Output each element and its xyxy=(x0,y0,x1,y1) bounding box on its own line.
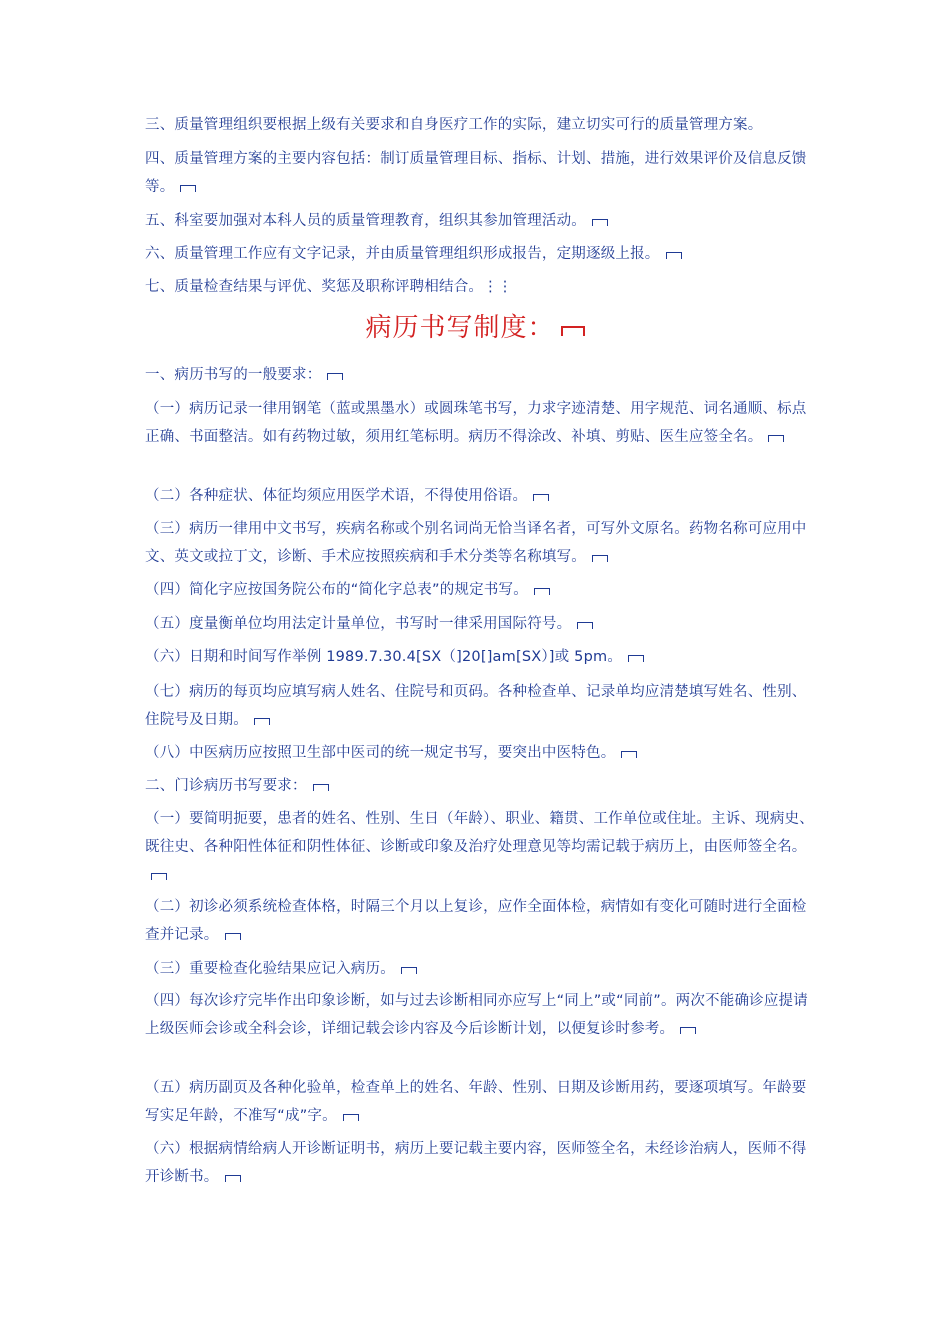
paragraph-quality-4 xyxy=(145,145,815,201)
paragraph-mark-icon xyxy=(401,967,417,974)
item-text: （三）病历一律用中文书写，疾病名称或个别名词尚无恰当译名者，可写外文原名。药物名称可应用中文、英文或拉丁文，诊断、手术应按照疾病和手术分类等名称填写。 xyxy=(145,521,807,565)
item-text: （五）度量衡单位均用法定计量单位，书写时一律采用国际符号。 xyxy=(145,616,572,632)
paragraph-mark-icon xyxy=(533,494,549,501)
paragraph-text: 五、科室要加强对本科人员的质量管理教育，组织其参加管理活动。 xyxy=(145,213,586,229)
paragraph-mark-icon xyxy=(680,1027,696,1034)
paragraph-quality-5 xyxy=(145,207,815,235)
section-one-item-8 xyxy=(145,739,815,767)
title-text: 病历书写制度： xyxy=(365,313,555,343)
item-text: （八）中医病历应按照卫生部中医司的统一规定书写，要突出中医特色。 xyxy=(145,745,616,761)
section-one-item-1 xyxy=(145,395,815,451)
paragraph-mark-icon xyxy=(628,655,644,662)
section-two-item-6 xyxy=(145,1135,815,1191)
paragraph-mark-icon xyxy=(327,373,343,380)
item-text: （一）要简明扼要，患者的姓名、性别、生日（年龄）、职业、籍贯、工作单位或住址。主诉、现病史、既往史、各种阳性体征和阴性体征、诊断或印象及治疗处理意见等均需记载于病历上，由医师签全名。 xyxy=(145,811,814,855)
item-text: （六）根据病情给病人开诊断证明书，病历上要记载主要内容，医师签全名，未经诊治病人，医师不得开诊断书。 xyxy=(145,1141,807,1185)
section-one-item-7 xyxy=(145,678,815,734)
section-one-item-3 xyxy=(145,515,815,571)
paragraph-mark-icon xyxy=(225,1175,241,1182)
item-text: （二）初诊必须系统检查体格，时隔三个月以上复诊，应作全面体检，病情如有变化可随时进行全面检查并记录。 xyxy=(145,899,807,943)
section-two-item-2 xyxy=(145,893,815,949)
paragraph-quality-3 xyxy=(145,111,815,139)
item-text: （七）病历的每页均应填写病人姓名、住院号和页码。各种检查单、记录单均应清楚填写姓名、性别、住院号及日期。 xyxy=(145,684,807,728)
section-two-item-4 xyxy=(145,987,815,1043)
paragraph-mark-icon xyxy=(254,718,270,725)
section-two-item-5 xyxy=(145,1074,815,1130)
paragraph-mark-icon xyxy=(313,784,329,791)
paragraph-mark-icon xyxy=(592,219,608,226)
paragraph-mark-icon xyxy=(592,555,608,562)
paragraph-quality-7 xyxy=(145,273,815,301)
heading-text: 二、门诊病历书写要求： xyxy=(145,778,307,794)
paragraph-text: 四、质量管理方案的主要内容包括：制订质量管理目标、指标、计划、措施，进行效果评价及信息反馈等。 xyxy=(145,151,807,195)
paragraph-mark-icon xyxy=(561,326,585,336)
item-text: （三）重要检查化验结果应记入病历。 xyxy=(145,961,395,977)
paragraph-mark-icon xyxy=(534,588,550,595)
item-text: （五）病历副页及各种化验单，检查单上的姓名、年龄、性别、日期及诊断用药，要逐项填写。年龄要写实足年龄，不准写“成”字。 xyxy=(145,1080,807,1124)
paragraph-quality-6 xyxy=(145,240,815,268)
item-text: （一）病历记录一律用钢笔（蓝或黑墨水）或圆珠笔书写，力求字迹清楚、用字规范、词名通顺、标点正确、书面整洁。如有药物过敏，须用红笔标明。病历不得涂改、补填、剪贴、医生应签全名。 xyxy=(145,401,807,445)
paragraph-mark-icon xyxy=(577,622,593,629)
paragraph-text: 三、质量管理组织要根据上级有关要求和自身医疗工作的实际，建立切实可行的质量管理方案。 xyxy=(145,117,763,133)
document-title xyxy=(0,306,950,350)
heading-text: 一、病历书写的一般要求： xyxy=(145,367,322,383)
paragraph-mark-icon xyxy=(768,435,784,442)
section-one-item-5 xyxy=(145,610,815,638)
paragraph-mark-icon xyxy=(225,933,241,940)
paragraph-mark-icon xyxy=(666,252,682,259)
paragraph-text: 七、质量检查结果与评优、奖惩及职称评聘相结合。⋮⋮ xyxy=(145,279,513,295)
paragraph-mark-icon xyxy=(180,185,196,192)
section-two-item-1 xyxy=(145,805,815,889)
section-one-heading xyxy=(145,361,815,389)
paragraph-mark-icon xyxy=(621,751,637,758)
item-text: （六）日期和时间写作举例 1989.7.30.4[SX（]20[]am[SX）]或 5pm。 xyxy=(145,649,623,665)
paragraph-text: 六、质量管理工作应有文字记录，并由质量管理组织形成报告，定期逐级上报。 xyxy=(145,246,660,262)
paragraph-mark-icon xyxy=(151,873,167,880)
item-text: （二）各种症状、体征均须应用医学术语，不得使用俗语。 xyxy=(145,488,528,504)
section-two-heading xyxy=(145,772,815,800)
item-text: （四）简化字应按国务院公布的“简化字总表”的规定书写。 xyxy=(145,582,528,598)
section-one-item-6 xyxy=(145,643,815,671)
item-text: （四）每次诊疗完毕作出印象诊断，如与过去诊断相同亦应写上“同上”或“同前”。两次不能确诊应提请上级医师会诊或全科会诊，详细记载会诊内容及今后诊断计划，以便复诊时参考。 xyxy=(145,993,808,1037)
paragraph-mark-icon xyxy=(343,1114,359,1121)
section-one-item-2 xyxy=(145,482,815,510)
section-two-item-3 xyxy=(145,955,815,983)
section-one-item-4 xyxy=(145,576,815,604)
